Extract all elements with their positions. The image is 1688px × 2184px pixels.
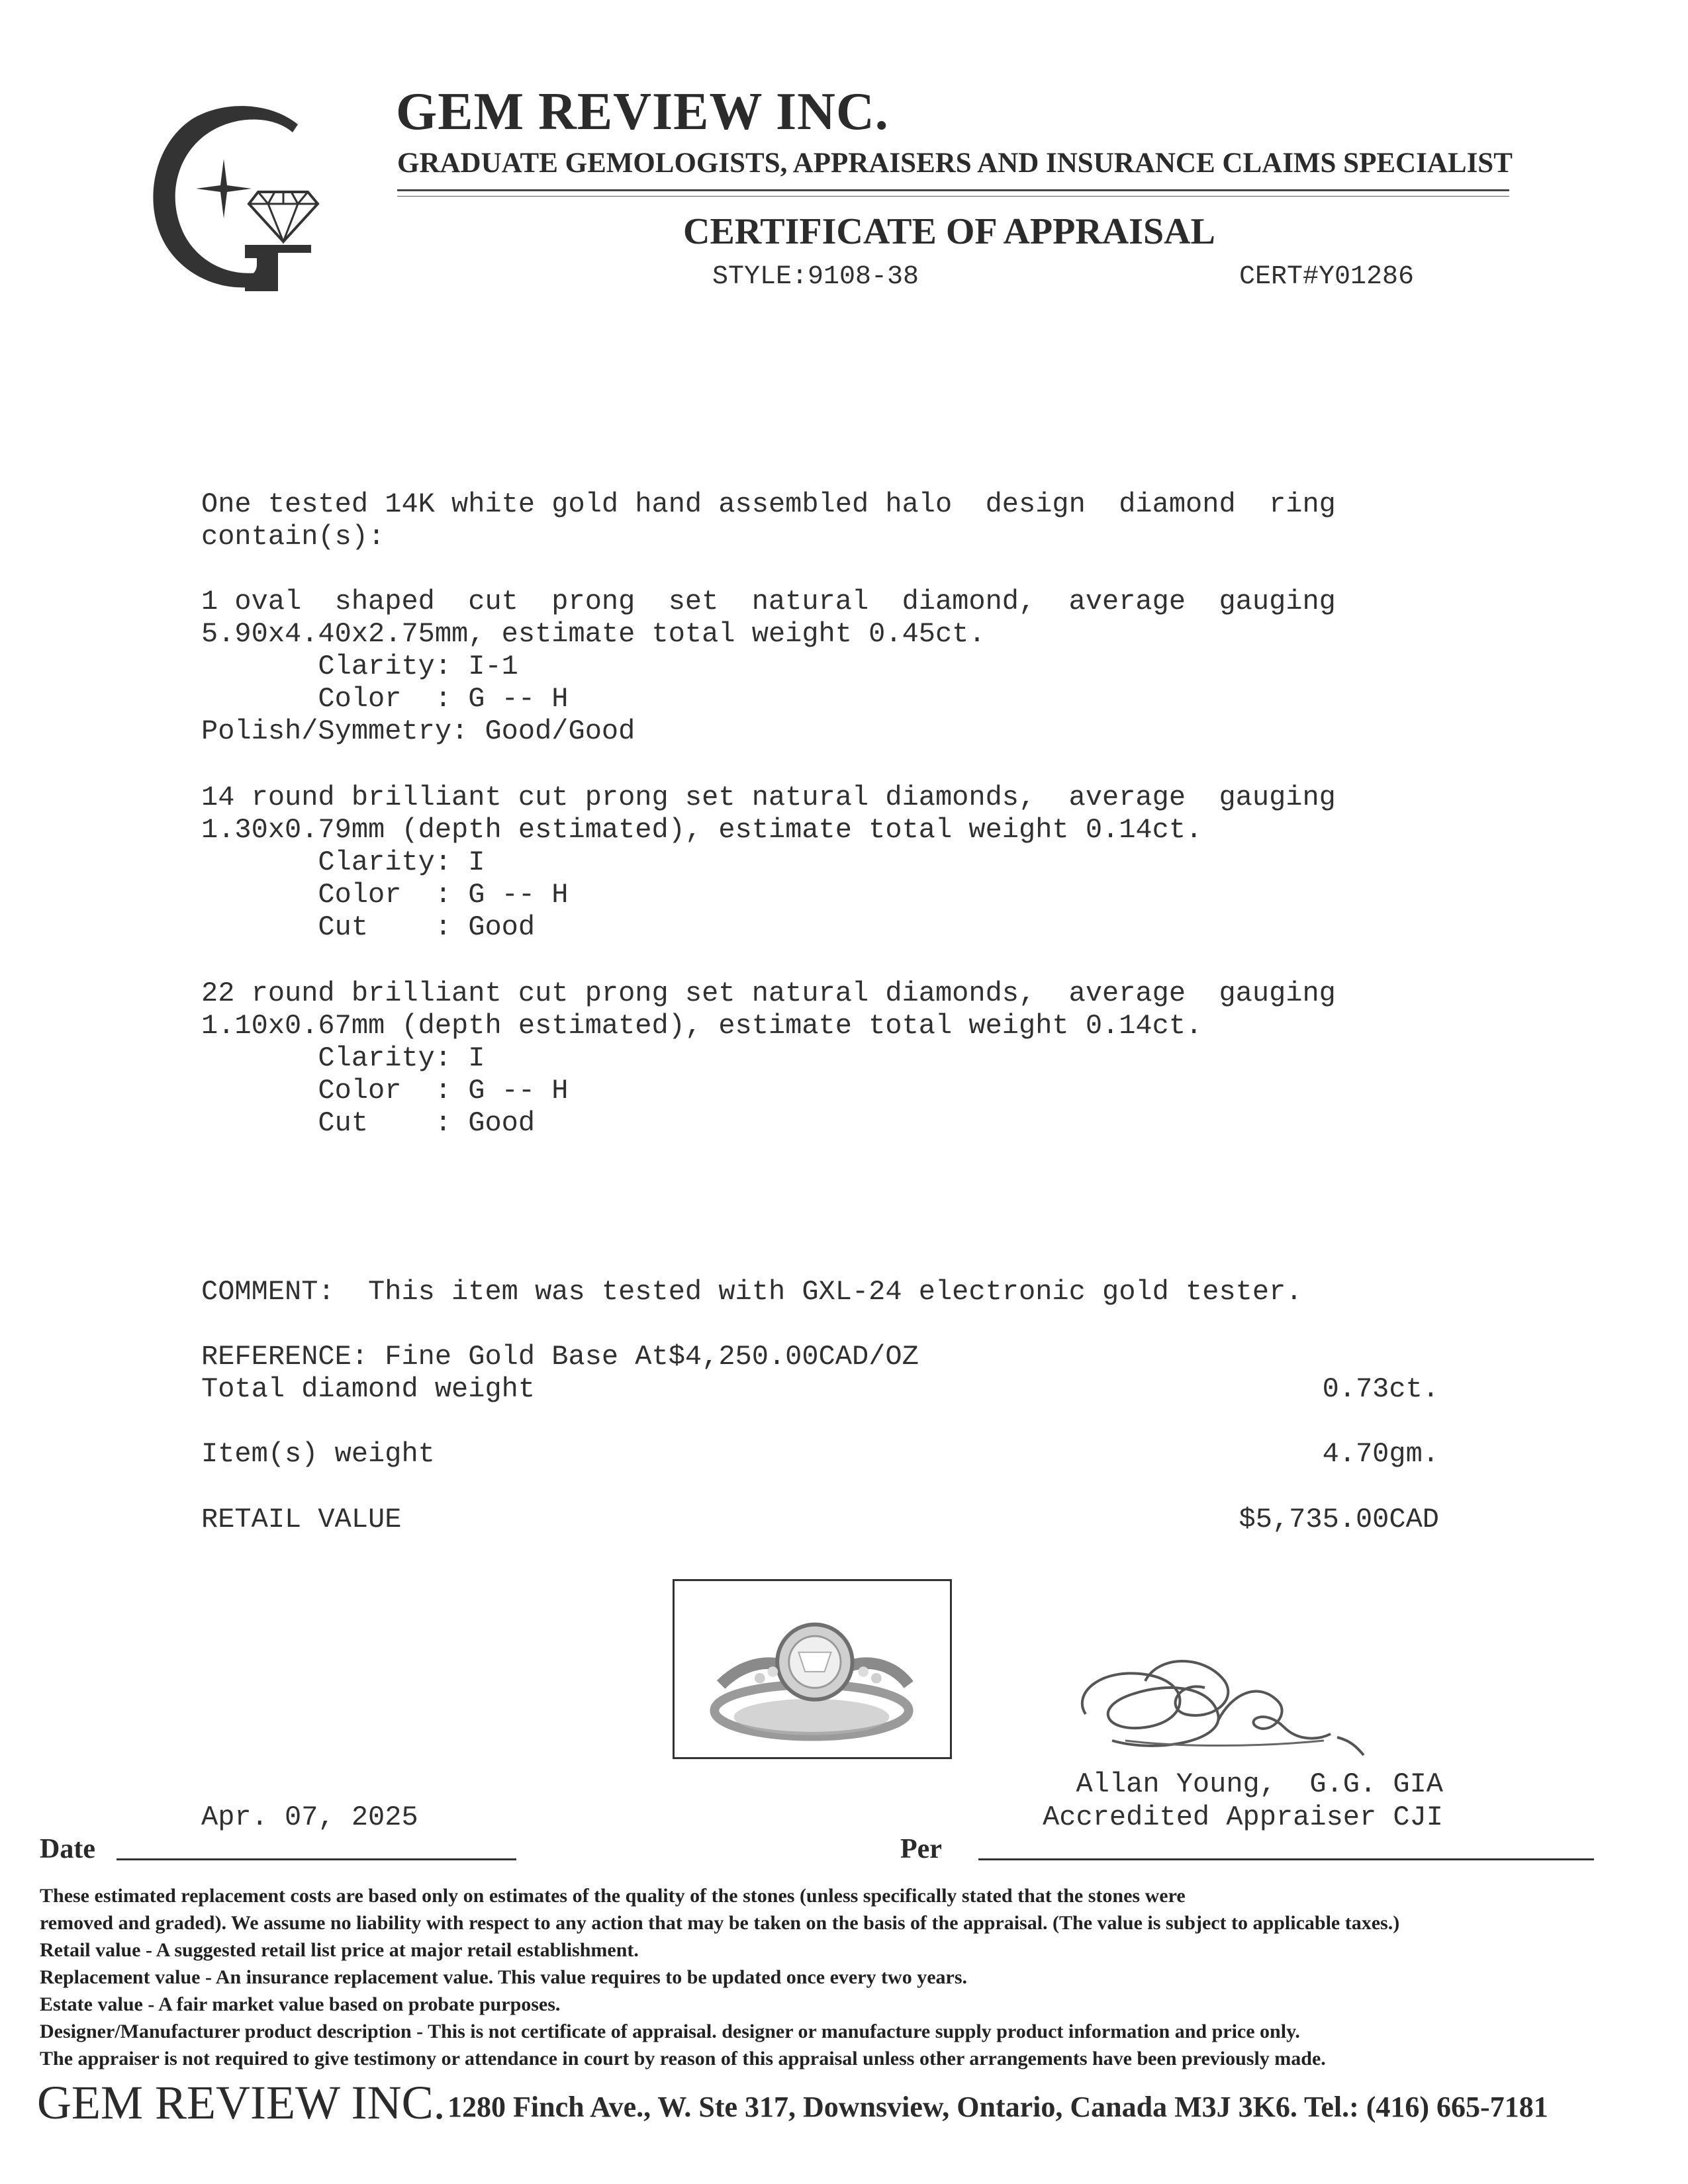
stone-1-clarity: Clarity: I-1 <box>201 651 518 682</box>
ring-photo <box>673 1579 952 1759</box>
date-signature-line <box>117 1858 516 1860</box>
stone-1-description: 1 oval shaped cut prong set natural diamond, average gauging <box>201 586 1336 617</box>
footer-address: 1280 Finch Ave., W. Ste 317, Downsview, Ontario, Canada M3J 3K6. Tel.: (416) 665-7181 <box>447 2091 1548 2123</box>
company-subtitle: GRADUATE GEMOLOGISTS, APPRAISERS AND INSURANCE CLAIMS SPECIALIST <box>397 148 1513 179</box>
per-signature-line <box>978 1858 1594 1860</box>
certificate-number: CERT#Y01286 <box>1239 262 1415 292</box>
appraiser-title: Accredited Appraiser CJI <box>1043 1801 1443 1833</box>
footer-company-name: GEM REVIEW INC. <box>37 2076 445 2129</box>
disclaimer-line-5: Estate value - A fair market value based on probate purposes. <box>40 1993 561 2015</box>
total-diamond-weight-label: Total diamond weight <box>201 1373 536 1405</box>
stone-3-clarity: Clarity: I <box>201 1042 485 1074</box>
gem-review-logo-icon <box>146 99 338 298</box>
disclaimer-line-1: These estimated replacement costs are based only on estimates of the quality of the stones (unless specifically stated that the stones were <box>40 1885 1186 1907</box>
appraiser-name: Allan Young, G.G. GIA <box>1076 1768 1443 1800</box>
disclaimer-line-6: Designer/Manufacturer product description - This is not certificate of appraisal. designer or manufacture supply product information and price only. <box>40 2021 1300 2042</box>
disclaimer-line-2: removed and graded). We assume no liability with respect to any action that may be taken on the basis of the appraisal. (The value is subject to applicable taxes.) <box>40 1912 1400 1934</box>
header-divider <box>397 189 1509 191</box>
item-weight-value: 4.70gm. <box>1322 1438 1439 1470</box>
reference: REFERENCE: Fine Gold Base At$4,250.00CAD/OZ <box>201 1341 919 1373</box>
appraiser-signature <box>1059 1641 1390 1767</box>
stone-3-cut: Cut : Good <box>201 1107 536 1139</box>
stone-2-cut: Cut : Good <box>201 911 536 943</box>
disclaimer-line-3: Retail value - A suggested retail list price at major retail establishment. <box>40 1939 639 1961</box>
stone-1-polish-symmetry: Polish/Symmetry: Good/Good <box>201 715 635 747</box>
stone-1-gauging: 5.90x4.40x2.75mm, estimate total weight 0.45ct. <box>201 618 986 650</box>
stone-3-description: 22 round brilliant cut prong set natural diamonds, average gauging <box>201 978 1336 1009</box>
item-description-cont: contain(s): <box>201 521 385 553</box>
stone-2-color: Color : G -- H <box>201 879 569 911</box>
stone-3-color: Color : G -- H <box>201 1075 569 1107</box>
certificate-title: CERTIFICATE OF APPRAISAL <box>683 211 1215 252</box>
retail-value-amount: $5,735.00CAD <box>1239 1504 1439 1535</box>
stone-2-clarity: Clarity: I <box>201 846 485 878</box>
header-divider-thin <box>397 196 1509 197</box>
style-number: STYLE:9108-38 <box>712 262 919 292</box>
appraisal-date: Apr. 07, 2025 <box>201 1801 418 1833</box>
stone-1-color: Color : G -- H <box>201 683 569 715</box>
total-diamond-weight-value: 0.73ct. <box>1322 1373 1439 1405</box>
item-weight-label: Item(s) weight <box>201 1438 435 1470</box>
disclaimer-line-4: Replacement value - An insurance replacement value. This value requires to be updated once every two years. <box>40 1966 968 1988</box>
date-label: Date <box>40 1834 95 1864</box>
stone-2-gauging: 1.30x0.79mm (depth estimated), estimate total weight 0.14ct. <box>201 814 1203 846</box>
stone-3-gauging: 1.10x0.67mm (depth estimated), estimate total weight 0.14ct. <box>201 1010 1203 1042</box>
stone-2-description: 14 round brilliant cut prong set natural diamonds, average gauging <box>201 782 1336 813</box>
company-name: GEM REVIEW INC. <box>396 83 889 141</box>
item-description: One tested 14K white gold hand assembled halo design diamond ring <box>201 488 1336 520</box>
comment: COMMENT: This item was tested with GXL-24 electronic gold tester. <box>201 1276 1303 1308</box>
per-label: Per <box>900 1834 942 1864</box>
retail-value-label: RETAIL VALUE <box>201 1504 402 1535</box>
disclaimer-line-7: The appraiser is not required to give testimony or attendance in court by reason of this appraisal unless other arrangements have been previously made. <box>40 2048 1326 2070</box>
